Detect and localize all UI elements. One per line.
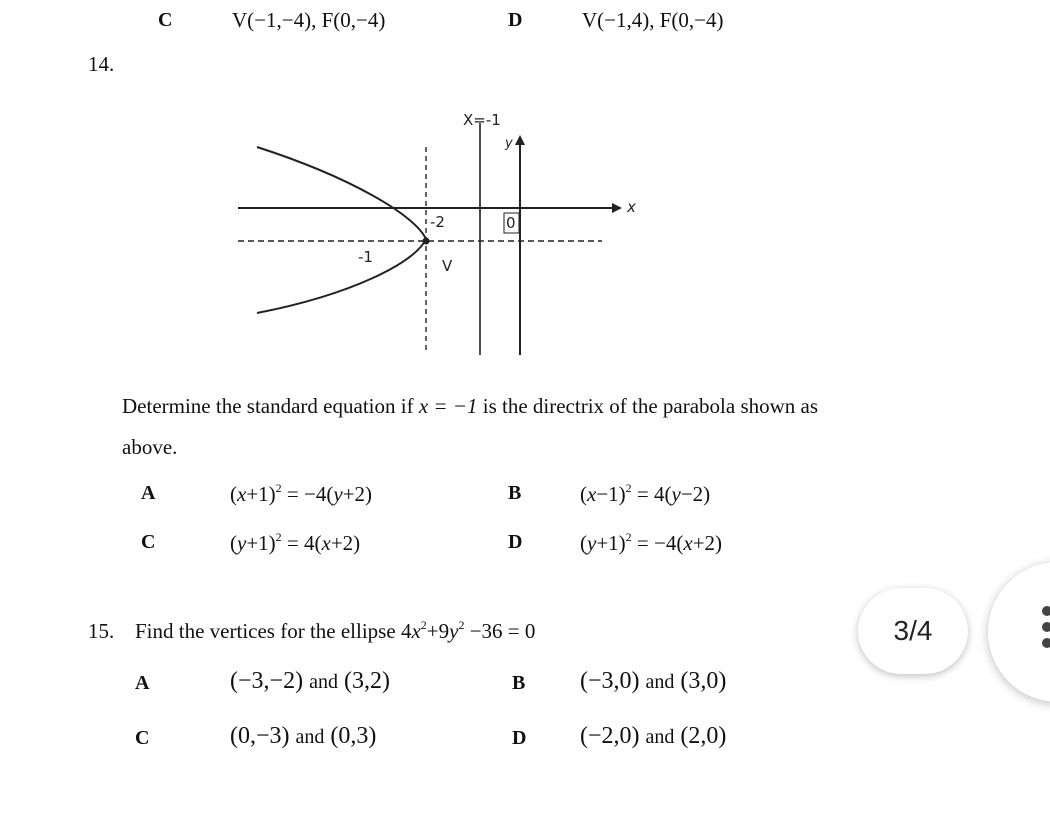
q14-option-a-letter: A [141, 482, 156, 504]
question-14-stem-line2: above. [122, 435, 178, 459]
q14-option-d[interactable]: $(y+1)^2 = -4(x+2)$ [580, 530, 723, 555]
question-14-number: 14. [88, 52, 115, 76]
vertex-point [423, 238, 430, 245]
q14-option-c-letter: C [141, 531, 156, 553]
directrix-label: X=-1 [463, 111, 501, 129]
q15-option-d[interactable]: (−2,0) and (2,0) [580, 723, 727, 749]
q14-option-d-letter: D [508, 531, 523, 553]
option-d-text: V(−1,4), F(0,−4) [582, 8, 724, 32]
question-15-stem: Find the vertices for the ellipse $4x^2+9y^2 -36 = 0$ [135, 618, 536, 643]
q15-option-d-letter: D [512, 727, 527, 749]
label-neg-2: -2 [430, 213, 445, 231]
parabola-curve [257, 147, 426, 313]
q15-option-a[interactable]: (−3,−2) and (3,2) [230, 668, 390, 694]
vertex-label: V [442, 257, 453, 275]
option-c-letter: C [158, 9, 173, 31]
page-indicator: 3/4 [858, 588, 968, 674]
y-axis-label: y [505, 136, 513, 151]
q14-option-b[interactable]: $(x-1)^2 = 4(y-2)$ [580, 481, 711, 506]
q15-option-c[interactable]: (0,−3) and (0,3) [230, 723, 377, 749]
label-neg-1: -1 [358, 248, 373, 266]
option-c-text: V(−1,−4), F(0,−4) [232, 8, 386, 32]
q15-option-c-letter: C [135, 727, 150, 749]
q15-option-b[interactable]: (−3,0) and (3,0) [580, 668, 727, 694]
x-axis-label: x [627, 198, 636, 216]
q15-option-a-letter: A [135, 672, 150, 694]
question-14-stem: Determine the standard equation if x = −1 is the directrix of the parabola shown as [122, 394, 819, 418]
label-zero: 0 [506, 214, 516, 232]
parabola-graph [230, 105, 650, 360]
q14-option-a[interactable]: $(x+1)^2 = -4(y+2)$ [230, 481, 373, 506]
option-d-letter: D [508, 9, 523, 31]
more-vert-icon [1042, 606, 1050, 616]
q14-option-c[interactable]: $(y+1)^2 = 4(x+2)$ [230, 530, 361, 555]
question-15-number: 15. [88, 619, 115, 643]
q15-option-b-letter: B [512, 672, 526, 694]
q14-option-b-letter: B [508, 482, 522, 504]
y-axis-arrow [515, 135, 525, 145]
more-options-button[interactable] [988, 562, 1050, 702]
x-axis-arrow [612, 203, 622, 213]
